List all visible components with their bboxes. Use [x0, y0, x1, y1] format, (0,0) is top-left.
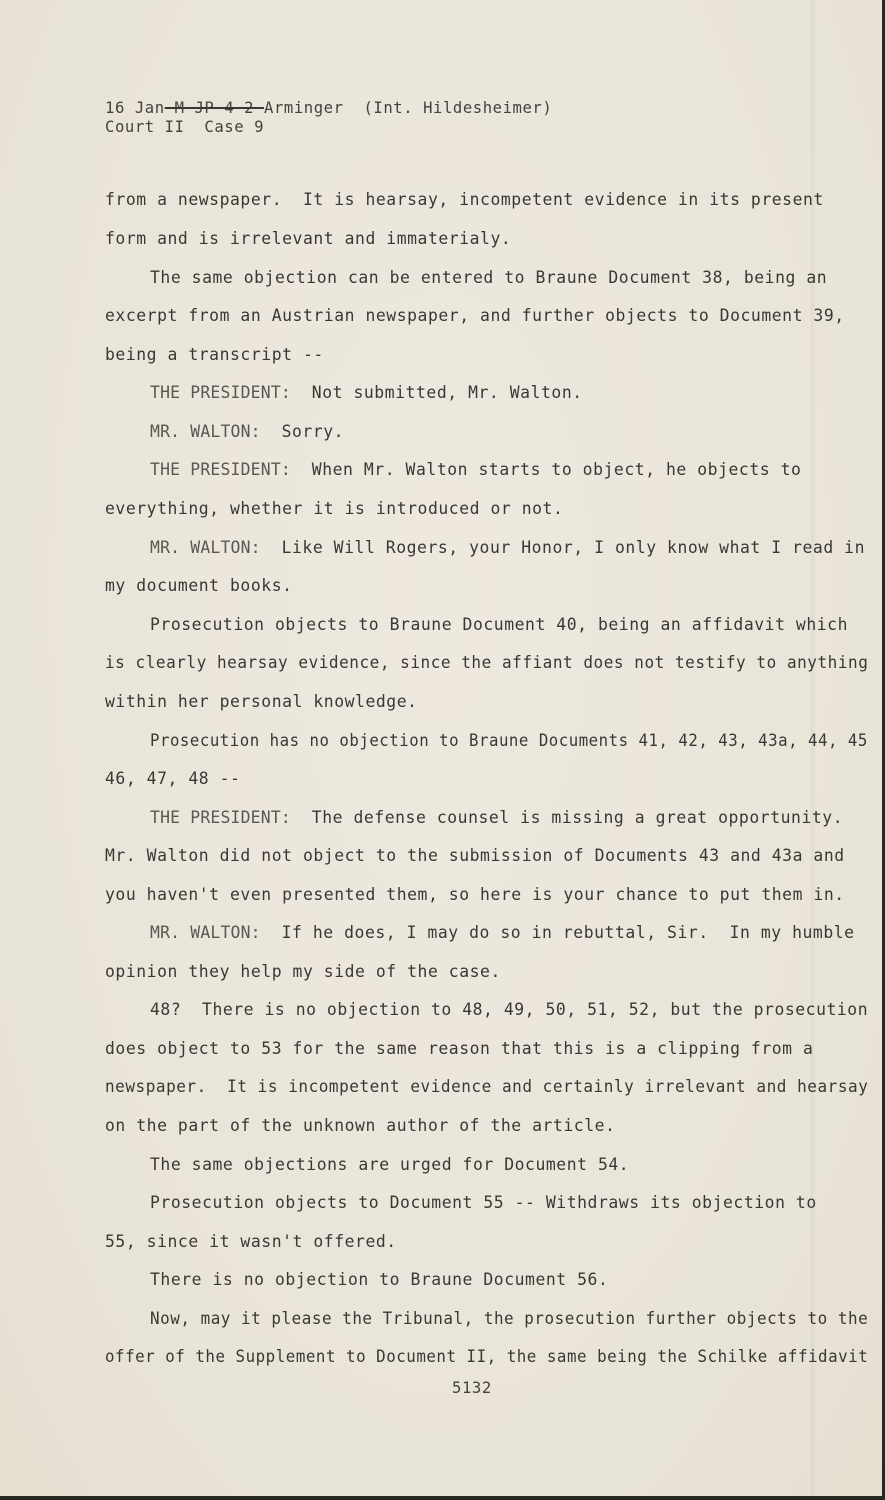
body-line: 46, 47, 48 -- [105, 769, 241, 788]
dialogue-line: THE PRESIDENT: The defense counsel is missing a great opportunity. [150, 808, 844, 827]
header-code: -M-JP-4-2- [164, 99, 265, 117]
header-interpreter: (Int. Hildesheimer) [363, 99, 553, 117]
body-line: excerpt from an Austrian newspaper, and further objects to Document 39, [105, 306, 845, 325]
body-line: 48? There is no objection to 48, 49, 50, 51, 52, but the prosecution [150, 1000, 869, 1019]
body-line: The same objection can be entered to Braune Document 38, being an [150, 268, 828, 287]
speaker-walton: MR. WALTON: [150, 422, 261, 441]
body-line: Now, may it please the Tribunal, the prosecution further objects to the [150, 1309, 869, 1328]
dialogue-line: THE PRESIDENT: When Mr. Walton starts to object, he objects to [150, 460, 802, 479]
header-line-1 [105, 101, 552, 117]
body-line: Mr. Walton did not object to the submission of Documents 43 and 43a and [105, 846, 845, 865]
speaker-president: THE PRESIDENT: [150, 808, 291, 827]
speaker-walton: MR. WALTON: [150, 538, 261, 557]
body-line: offer of the Supplement to Document II, the same being the Schilke affidavit [105, 1347, 869, 1366]
header-date: 16 Jan [105, 99, 165, 117]
dialogue-line: MR. WALTON: Sorry. [150, 422, 345, 441]
body-line: Prosecution has no objection to Braune Documents 41, 42, 43, 43a, 44, 45 [150, 731, 868, 750]
page-number: 5132 [452, 1379, 492, 1397]
body-line: does object to 53 for the same reason that this is a clipping from a [105, 1039, 814, 1058]
body-line: 55, since it wasn't offered. [105, 1232, 397, 1251]
body-line: Prosecution objects to Braune Document 40, being an affidavit which [150, 615, 849, 634]
dialogue-line: MR. WALTON: Like Will Rogers, your Honor, I only know what I read in [150, 538, 866, 557]
body-line: newspaper. It is incompetent evidence and certainly irrelevant and hearsay [105, 1077, 869, 1096]
body-line: on the part of the unknown author of the article. [105, 1116, 616, 1135]
header-line-2: Court II Case 9 [105, 118, 265, 136]
body-line: within her personal knowledge. [105, 692, 418, 711]
body-line: Prosecution objects to Document 55 -- Withdraws its objection to [150, 1193, 817, 1212]
speaker-president: THE PRESIDENT: [150, 383, 291, 402]
body-line: being a transcript -- [105, 345, 324, 364]
body-line: you haven't even presented them, so here is your chance to put them in. [105, 885, 845, 904]
body-line: There is no objection to Braune Document 56. [150, 1270, 609, 1289]
body-line: The same objections are urged for Document 54. [150, 1155, 630, 1174]
body-line: everything, whether it is introduced or not. [105, 499, 564, 518]
header-defendant: Arminger [264, 99, 344, 117]
body-line: my document books. [105, 576, 293, 595]
body-line: opinion they help my side of the case. [105, 962, 501, 981]
body-line: form and is irrelevant and immaterialy. [105, 229, 512, 248]
speaker-president: THE PRESIDENT: [150, 460, 291, 479]
dialogue-line: THE PRESIDENT: Not submitted, Mr. Walton. [150, 383, 583, 402]
body-line: is clearly hearsay evidence, since the affiant does not testify to anything [105, 653, 869, 672]
dialogue-line: MR. WALTON: If he does, I may do so in rebuttal, Sir. In my humble [150, 923, 855, 942]
speaker-walton: MR. WALTON: [150, 923, 261, 942]
body-line: from a newspaper. It is hearsay, incompetent evidence in its present [105, 190, 824, 209]
